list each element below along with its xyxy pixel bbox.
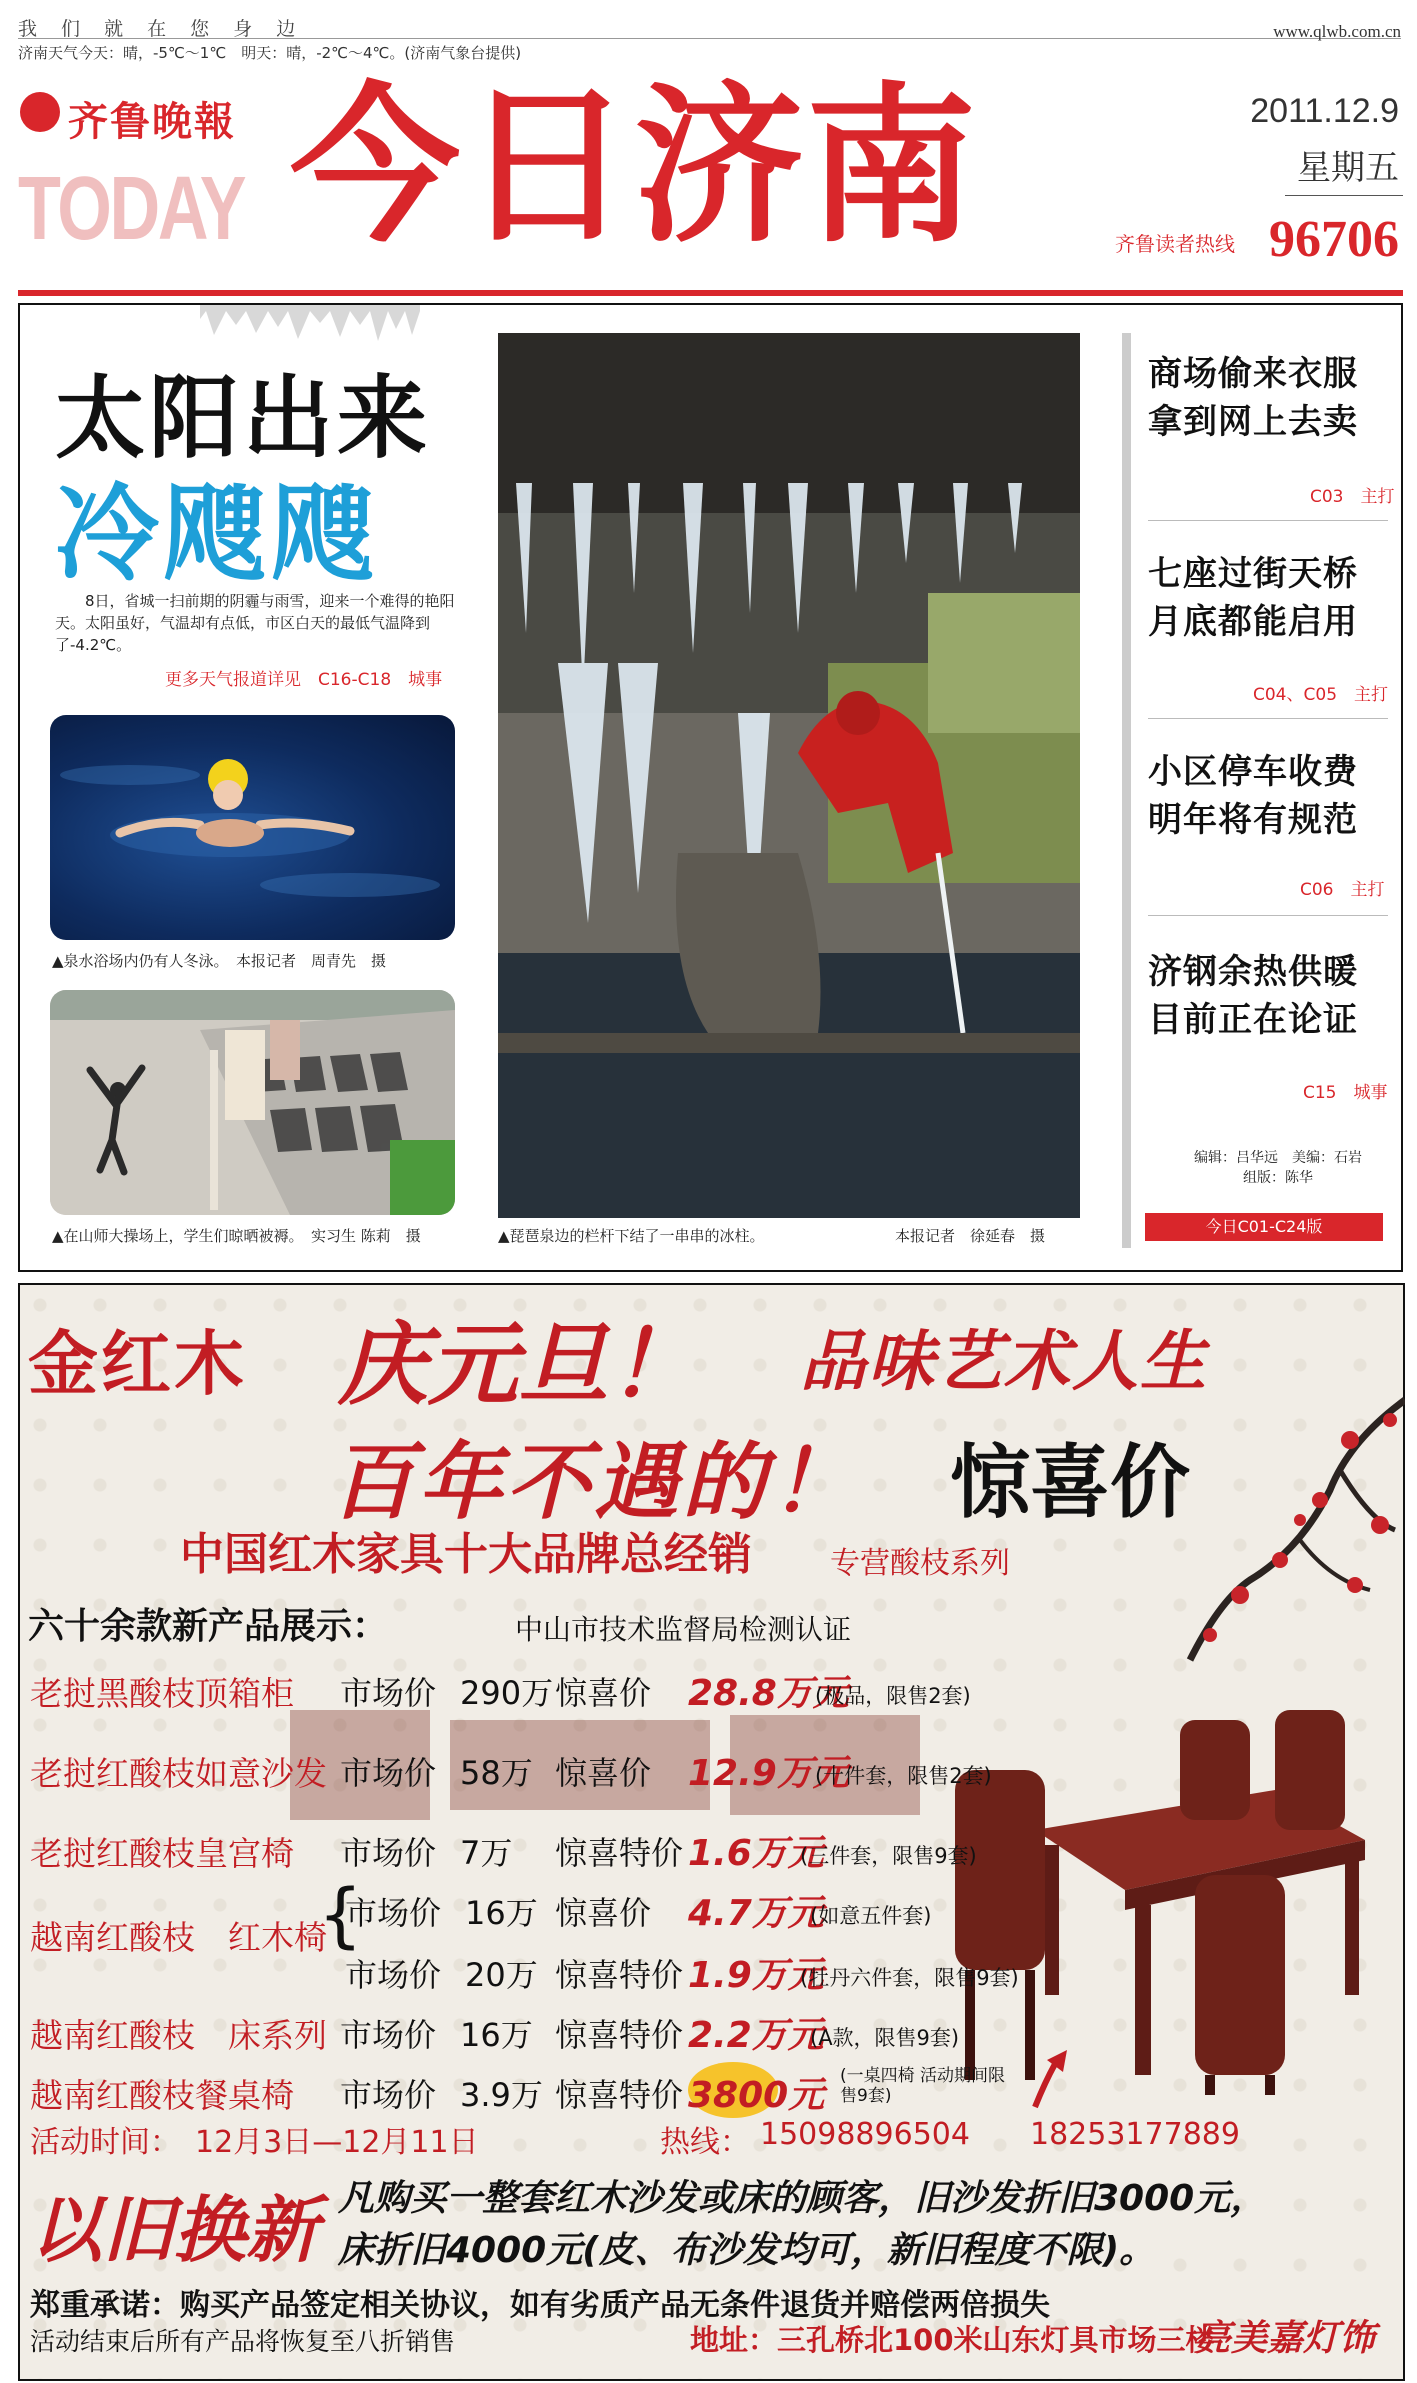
weather-line: 济南天气今天：晴，-5℃～1℃ 明天：晴，-2℃～4℃。(济南气象台提供) — [18, 44, 522, 62]
slogan: 我 们 就 在 您 身 边 — [18, 18, 305, 40]
plum-blossom-decoration — [1180, 1380, 1405, 1680]
ad-hotline-label: 热线： — [660, 2125, 750, 2160]
icicle-decoration — [200, 305, 420, 345]
ad-hotline-1[interactable]: 15098896504 — [760, 2117, 970, 2152]
offer-price-label: 惊喜特价 — [555, 2076, 684, 2114]
product-note: (十件套，限售2套) — [815, 1764, 992, 1788]
ad-title-holiday: 庆元旦！ — [338, 1313, 698, 1418]
editors-line: 编辑：吕华远 美编：石岩 — [1194, 1150, 1362, 1166]
sidebar-story-1-ref[interactable]: C03 主打 — [1310, 487, 1395, 507]
product-note: (A款，限售9套) — [810, 2026, 960, 2050]
ad-certification: 中山市技术监督局检测认证 — [515, 1613, 852, 1646]
offer-price-label: 惊喜价 — [555, 1674, 652, 1712]
trade-in-text-2: 床折旧4000元(皮、布沙发均可，新旧程度不限)。 — [338, 2230, 1156, 2271]
ice-credit: 本报记者 徐延春 摄 — [895, 1227, 1046, 1245]
sidebar-story-line: 七座过街天桥 — [1148, 554, 1358, 594]
swimmer-illustration — [50, 715, 455, 940]
offer-price: 2.2万元 — [688, 2015, 824, 2056]
field-photo — [50, 990, 455, 1215]
product-note: (如意五件套) — [810, 1904, 932, 1928]
lead-headline-1[interactable]: 太阳出来 — [55, 366, 431, 471]
sidebar-story-1-title[interactable] — [1148, 350, 1358, 446]
top-divider — [18, 38, 1401, 39]
market-price: 290万 — [460, 1674, 554, 1712]
product-name: 老挝红酸枝皇宫椅 — [30, 1834, 294, 1873]
offer-price: 3800元 — [688, 2075, 825, 2116]
offer-price: 1.9万元 — [688, 1955, 824, 1996]
market-price-label: 市场价 — [345, 1956, 442, 1994]
paper-logo-icon — [20, 92, 60, 132]
brace-icon: { — [318, 1874, 363, 1956]
market-price-label: 市场价 — [340, 1834, 437, 1872]
field-caption: ▲在山师大操场上，学生们晾晒被褥。 实习生 陈莉 摄 — [52, 1227, 421, 1245]
trade-in-title: 以旧换新 — [30, 2188, 319, 2272]
sidebar-story-line: 小区停车收费 — [1148, 752, 1358, 792]
product-note: (三件套，限售9套) — [800, 1844, 977, 1868]
offer-price-label: 惊喜特价 — [555, 1956, 684, 1994]
swimmer-photo — [50, 715, 455, 940]
sidebar-rule — [1122, 333, 1131, 1248]
ad-address: 地址：三孔桥北100米山东灯具市场三楼 — [690, 2323, 1215, 2357]
market-price: 3.9万 — [460, 2076, 543, 2114]
ice-caption: ▲琵琶泉边的栏杆下结了一串串的冰柱。 — [498, 1227, 765, 1245]
product-name: 越南红酸枝 床系列 — [30, 2016, 327, 2055]
trade-in-text-1: 凡购买一整套红木沙发或床的顾客，旧沙发折旧3000元， — [338, 2178, 1267, 2219]
arrow-up-icon — [1025, 2042, 1075, 2112]
lead-text: 8日，省城一扫前期的阴霾与雨雪，迎来一个难得的艳阳天。太阳虽好，气温却有点低，市区白天的最低气温降到了-4.2℃。 — [55, 592, 455, 654]
event-time: 活动时间： 12月3日—12月11日 — [30, 2125, 479, 2160]
sidebar-story-2-ref[interactable]: C04、C05 主打 — [1253, 685, 1389, 705]
offer-price-label: 惊喜价 — [555, 1754, 652, 1792]
section-title: 今日济南 — [290, 68, 979, 266]
hotline-divider — [1285, 195, 1403, 196]
lead-headline-2[interactable]: 冷飕飕 — [55, 473, 380, 595]
hotline-label: 齐鲁读者热线 — [1115, 232, 1235, 256]
product-name: 越南红酸枝餐桌椅 — [30, 2076, 294, 2115]
brand-today: TODAY — [18, 159, 245, 259]
issue-date: 2011.12.9 — [1250, 92, 1399, 130]
product-note: (牡丹六件套，限售9套) — [800, 1966, 1019, 1990]
ad-title-rare: 百年不遇的！ — [330, 1433, 859, 1531]
sidebar-story-4-ref[interactable]: C15 城事 — [1303, 1083, 1388, 1103]
icicle-illustration — [498, 333, 1080, 1218]
editors-line: 组版：陈华 — [1243, 1170, 1313, 1186]
product-note: (极品，限售2套) — [815, 1684, 971, 1708]
ad-title-slogan: 品味艺术人生 — [800, 1323, 1208, 1400]
sidebar-divider — [1148, 915, 1388, 916]
sidebar-story-line: 目前正在论证 — [1148, 1000, 1358, 1040]
sidebar-story-3-ref[interactable]: C06 主打 — [1300, 880, 1385, 900]
product-name: 老挝红酸枝如意沙发 — [30, 1754, 327, 1793]
pages-badge: 今日C01-C24版 — [1145, 1213, 1383, 1241]
market-price: 58万 — [460, 1754, 533, 1792]
market-price-label: 市场价 — [340, 2076, 437, 2114]
paper-name: 齐鲁晚報 — [68, 98, 236, 145]
website-link[interactable]: www.qlwb.com.cn — [1273, 22, 1401, 41]
sidebar-story-2-title[interactable] — [1148, 550, 1358, 646]
editors-credit — [1168, 1148, 1388, 1188]
swim-caption: ▲泉水浴场内仍有人冬泳。 本报记者 周青先 摄 — [52, 952, 387, 970]
hotline-number: 96706 — [1269, 211, 1399, 268]
sidebar-story-line: 拿到网上去卖 — [1148, 402, 1358, 442]
icicle-photo — [498, 333, 1080, 1218]
offer-price-label: 惊喜特价 — [555, 1834, 684, 1872]
product-note: (一桌四椅 活动期间限售9套) — [840, 2066, 1006, 2106]
ad-promise: 郑重承诺：购买产品签定相关协议，如有劣质产品无条件退货并赔偿两倍损失 — [30, 2288, 1050, 2323]
offer-price: 1.6万元 — [688, 1833, 824, 1874]
market-price-label: 市场价 — [345, 1894, 442, 1932]
sidebar-story-line: 明年将有规范 — [1148, 800, 1358, 840]
market-price: 20万 — [465, 1956, 538, 1994]
ad-title-price: 惊喜价 — [950, 1436, 1190, 1529]
ad-series: 专营酸枝系列 — [830, 1546, 1010, 1581]
ad-after-event: 活动结束后所有产品将恢复至八折销售 — [30, 2327, 456, 2356]
sidebar-story-4-title[interactable] — [1148, 948, 1358, 1044]
market-price: 16万 — [465, 1894, 538, 1932]
sidebar-story-line: 商场偷来衣服 — [1148, 354, 1358, 394]
ad-shop-name: 亮美嘉灯饰 — [1195, 2318, 1376, 2359]
dining-set-image — [945, 1700, 1395, 2100]
ad-title-brand: 金红木 — [28, 1323, 247, 1405]
market-price-label: 市场价 — [340, 2016, 437, 2054]
offer-price-label: 惊喜特价 — [555, 2016, 684, 2054]
offer-price: 4.7万元 — [688, 1893, 824, 1934]
market-price-label: 市场价 — [340, 1674, 437, 1712]
field-illustration — [50, 990, 455, 1215]
sidebar-divider — [1148, 520, 1388, 521]
ad-hotline-2[interactable]: 18253177889 — [1030, 2117, 1240, 2152]
product-name: 老挝黑酸枝顶箱柜 — [30, 1674, 294, 1713]
ad-product-intro: 六十余款新产品展示： — [28, 1605, 389, 1647]
offer-price-label: 惊喜价 — [555, 1894, 652, 1932]
sidebar-story-line: 月底都能启用 — [1148, 602, 1358, 642]
market-price-label: 市场价 — [340, 1754, 437, 1792]
masthead-rule — [18, 290, 1403, 296]
product-name: 越南红酸枝 红木椅 — [30, 1918, 327, 1957]
see-more-link[interactable]: 更多天气报道详见 C16-C18 城事 — [165, 670, 443, 690]
ad-distributor: 中国红木家具十大品牌总经销 — [180, 1529, 752, 1580]
market-price: 16万 — [460, 2016, 533, 2054]
offer-price: 28.8万元 — [688, 1673, 849, 1714]
sidebar-story-3-title[interactable] — [1148, 748, 1358, 844]
sidebar-story-line: 济钢余热供暖 — [1148, 952, 1358, 992]
issue-weekday: 星期五 — [1297, 148, 1399, 188]
offer-price: 12.9万元 — [688, 1753, 849, 1794]
market-price: 7万 — [460, 1834, 513, 1872]
sidebar-divider — [1148, 718, 1388, 719]
